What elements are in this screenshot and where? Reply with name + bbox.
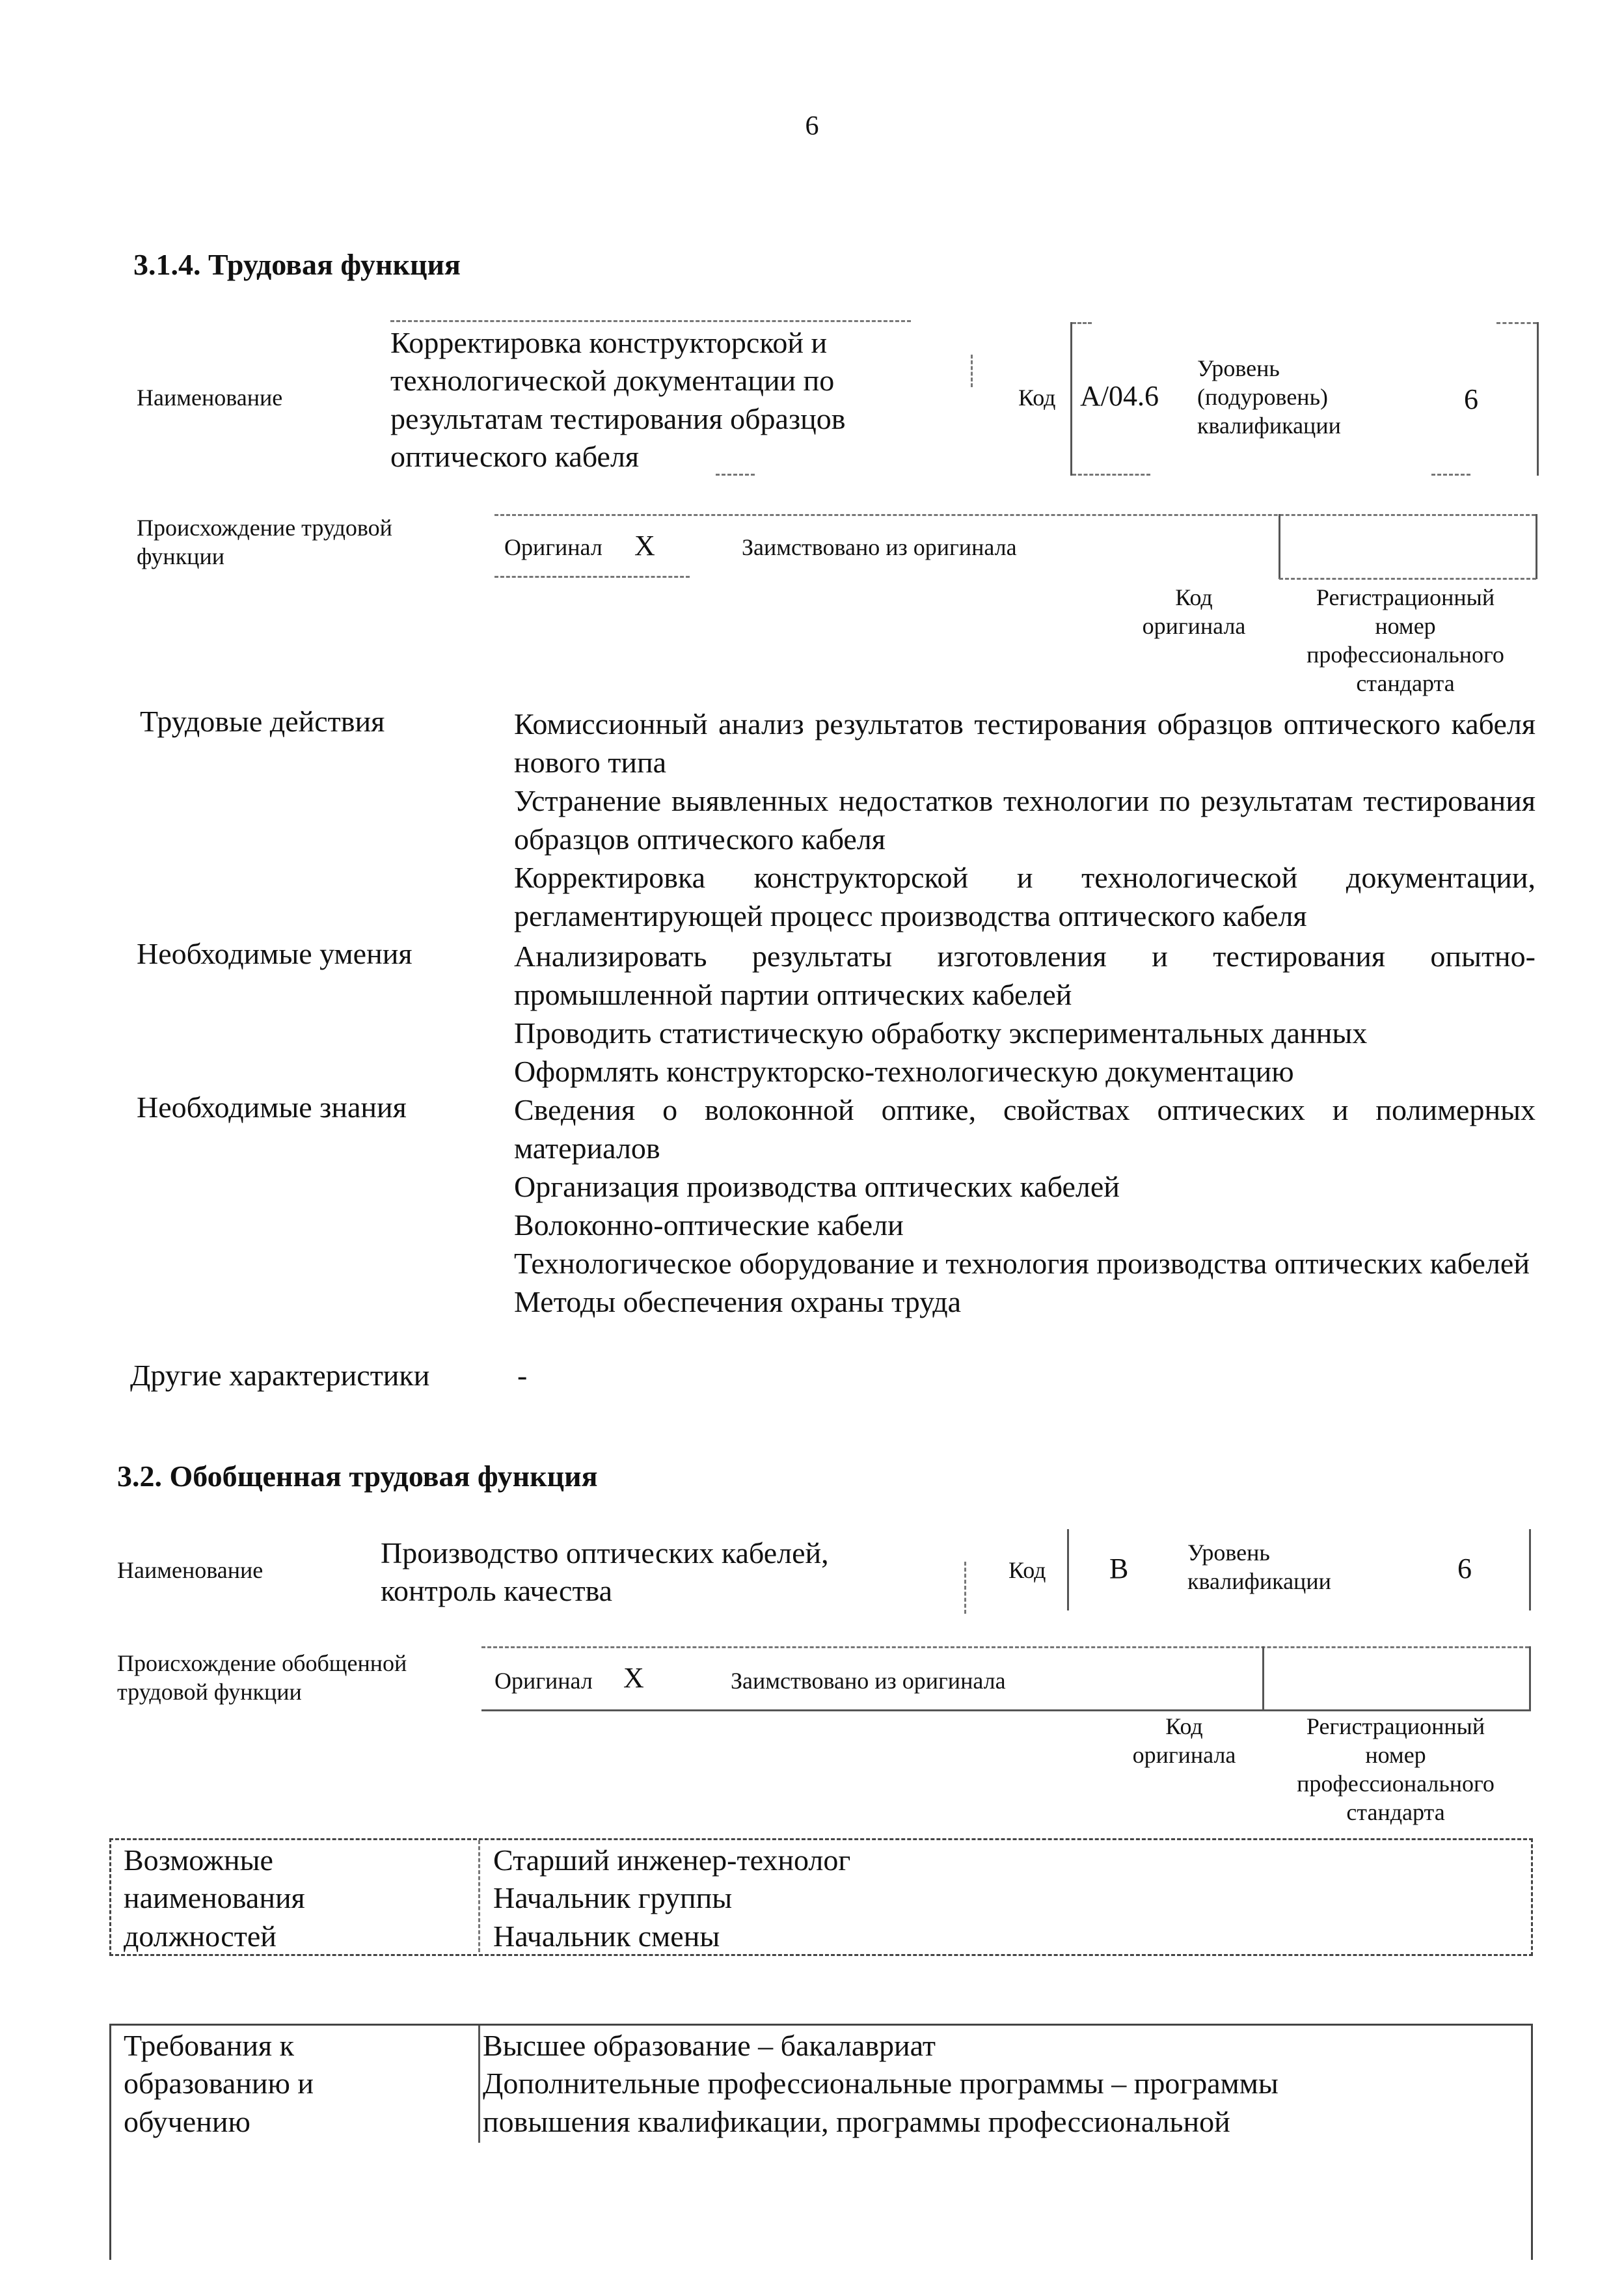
function-name: Производство оптических кабелей, контроль качества	[381, 1536, 829, 1608]
list-item: повышения квалификации, программы профессиональной	[483, 2104, 1230, 2138]
positions-list	[493, 1841, 850, 1955]
page-number: 6	[805, 111, 819, 141]
actions-label: Трудовые действия	[140, 705, 385, 738]
list-item: Анализировать результаты изготовления и тестирования опытно-промышленной партии оптических кабелей	[514, 940, 1536, 1011]
list-item: Высшее образование – бакалавриат	[483, 2029, 936, 2062]
list-item: Устранение выявленных недостатков технологии по результатам тестирования образцов оптического кабеля	[514, 784, 1536, 856]
borrowed-label: Заимствовано из оригинала	[731, 1668, 1006, 1694]
skills-label: Необходимые умения	[137, 937, 413, 970]
actions-list	[514, 705, 1536, 935]
code-original-caption: Код оригинала	[1142, 584, 1246, 639]
list-item: Оформлять конструкторско-технологическую документацию	[514, 1055, 1294, 1088]
education-label: Требования к образованию и обучению	[124, 2029, 314, 2138]
function-name: Корректировка конструкторской и технологической документации по результатам тестирования образцов оптического кабеля	[390, 326, 846, 474]
code-original-caption: Код оригинала	[1132, 1713, 1236, 1768]
list-item: Комиссионный анализ результатов тестирования образцов оптического кабеля нового типа	[514, 707, 1536, 779]
level-value: 6	[1464, 383, 1478, 415]
list-item: Начальник группы	[493, 1881, 733, 1915]
list-item: Технологическое оборудование и технология производства оптических кабелей	[514, 1247, 1530, 1280]
reg-number-caption: Регистрационный номер профессионального стандарта	[1306, 584, 1504, 696]
origin-label: Происхождение трудовой функции	[137, 515, 392, 569]
level-value: 6	[1457, 1553, 1472, 1584]
original-mark: X	[634, 530, 655, 562]
list-item: Методы обеспечения охраны труда	[514, 1285, 962, 1318]
original-label: Оригинал	[494, 1668, 593, 1694]
level-label: Уровень (подуровень) квалификации	[1197, 355, 1341, 439]
original-label: Оригинал	[504, 534, 602, 560]
list-item: Сведения о волоконной оптике, свойствах оптических и полимерных материалов	[514, 1093, 1536, 1165]
education-list	[483, 2027, 1279, 2141]
knowledge-list	[514, 1091, 1536, 1321]
name-label: Наименование	[137, 385, 283, 411]
borrowed-label: Заимствовано из оригинала	[742, 534, 1017, 560]
original-mark: X	[623, 1662, 644, 1694]
positions-label: Возможные наименования должностей	[124, 1843, 305, 1953]
list-item: Волоконно-оптические кабели	[514, 1208, 904, 1242]
code-label: Код	[1008, 1557, 1046, 1583]
list-item: Дополнительные профессиональные программы – программы	[483, 2067, 1279, 2100]
code-label: Код	[1018, 385, 1056, 411]
list-item: Начальник смены	[493, 1919, 720, 1953]
level-label: Уровень квалификации	[1187, 1540, 1331, 1594]
knowledge-label: Необходимые знания	[137, 1091, 407, 1124]
origin-label: Происхождение обобщенной трудовой функции	[117, 1650, 407, 1705]
list-item: Организация производства оптических кабелей	[514, 1170, 1120, 1203]
list-item: Старший инженер-технолог	[493, 1843, 851, 1877]
reg-number-caption: Регистрационный номер профессионального стандарта	[1297, 1713, 1495, 1825]
list-item: Корректировка конструкторской и технологической документации, регламентирующей процесс производства оптического кабеля	[514, 861, 1536, 932]
code-value: А/04.6	[1080, 380, 1159, 412]
skills-list	[514, 937, 1536, 1091]
section-heading-32: 3.2. Обобщенная трудовая функция	[117, 1460, 598, 1493]
name-label: Наименование	[117, 1557, 264, 1583]
other-label: Другие характеристики	[130, 1359, 430, 1392]
code-value: В	[1109, 1553, 1129, 1584]
section-heading-314: 3.1.4. Трудовая функция	[133, 248, 461, 281]
list-item: Проводить статистическую обработку экспериментальных данных	[514, 1016, 1368, 1050]
other-value: -	[517, 1359, 528, 1392]
